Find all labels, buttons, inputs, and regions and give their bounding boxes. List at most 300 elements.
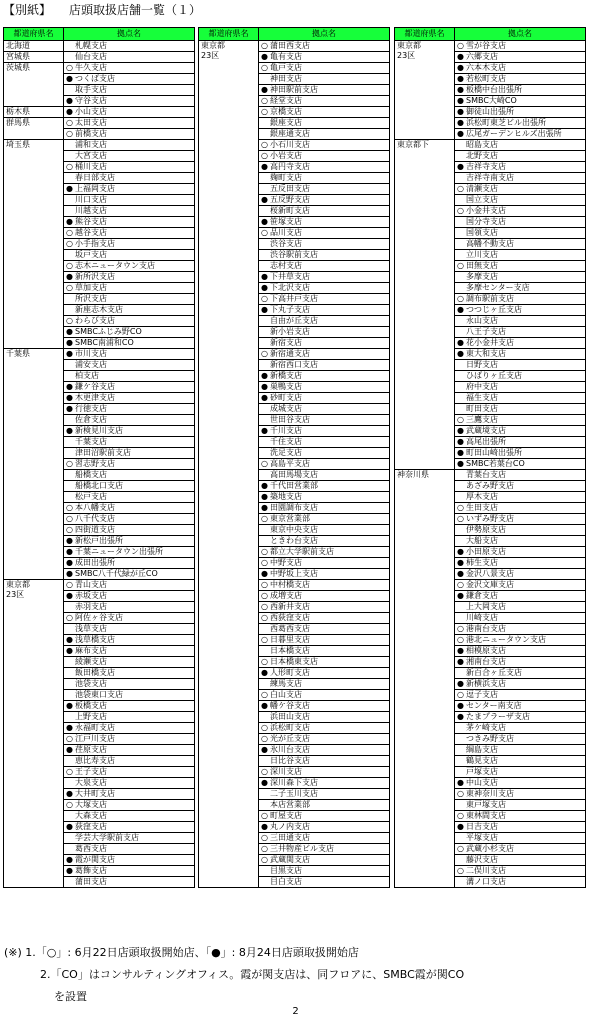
store-name: 桶川支店 [75,162,107,171]
store-row [64,217,194,228]
start-date-mark [455,360,466,370]
store-row [455,580,585,591]
store-row [64,74,194,85]
store-row [455,85,585,96]
start-date-mark: ● [66,822,73,831]
store-name: 柿生支店 [466,558,498,567]
store-row [259,404,389,415]
store-name: 日本橋東支店 [270,657,318,666]
prefecture-name: 北海道 [4,41,64,51]
start-date-mark [455,602,466,612]
start-date-mark: ○ [66,514,73,523]
store-name: 下高井戸支店 [270,294,318,303]
start-date-mark: ● [261,272,268,281]
store-name: 荻窪支店 [75,822,107,831]
start-date-mark: ● [457,778,464,787]
start-date-mark [455,767,466,777]
start-date-mark [455,382,466,392]
start-date-mark: ● [66,789,73,798]
store-name: 小手指支店 [75,239,115,248]
store-row [259,514,389,525]
store-name: 札幌支店 [75,41,107,50]
start-date-mark: ○ [261,690,268,699]
start-date-mark: ● [457,426,464,435]
start-date-mark [64,448,75,458]
store-row [259,338,389,349]
footnote-2: 2.「CO」はコンサルティングオフィス。霞が関支店は、同フロアに、SMBC霞が関CO [40,968,465,981]
start-date-mark: ○ [261,63,268,72]
store-name: 本八幡支店 [75,503,115,512]
store-row [64,635,194,646]
store-row [259,536,389,547]
store-name: わらび支店 [75,316,115,325]
start-date-mark [64,690,75,700]
store-row [259,822,389,833]
store-row [455,679,585,690]
store-name: 亀有支店 [270,52,302,61]
store-name: 青山支店 [75,580,107,589]
store-name: 太田支店 [75,118,107,127]
store-row [64,580,194,591]
store-name: 大塚支店 [75,800,107,809]
store-name: 鶴見支店 [466,756,498,765]
start-date-mark: ○ [66,239,73,248]
start-date-mark: ○ [261,613,268,622]
store-row [64,481,194,492]
store-row [64,184,194,195]
store-name: 高幡不動支店 [466,239,514,248]
store-name: 多摩支店 [466,272,498,281]
header-prefecture: 都道府県名 [199,28,259,40]
start-date-mark: ○ [66,767,73,776]
store-name: 佐倉支店 [75,415,107,424]
store-row [259,426,389,437]
store-name: 東京営業部 [270,514,310,523]
store-name: 千川支店 [270,426,302,435]
store-row [64,756,194,767]
store-name: 習志野支店 [75,459,115,468]
store-row [259,217,389,228]
store-row [64,305,194,316]
store-name: 麻布支店 [75,646,107,655]
start-date-mark [455,800,466,810]
store-name: 御徒山出張所 [466,107,514,116]
start-date-mark [455,525,466,535]
store-name: 花小金井支店 [466,338,514,347]
prefecture-name: 東京都 23区 [395,41,455,139]
prefecture-name: 東京都下 [395,140,455,469]
store-row [64,448,194,459]
store-name: 新橋支店 [270,371,302,380]
start-date-mark [455,723,466,733]
start-date-mark: ● [457,822,464,831]
store-name: 東神奈川支店 [466,789,514,798]
page-number: 2 [292,1006,299,1017]
start-date-mark [64,206,75,216]
start-date-mark: ○ [261,228,268,237]
start-date-mark [259,525,270,535]
start-date-mark [64,756,75,766]
store-name: 神田駅前支店 [270,85,318,94]
store-name: 川口支店 [75,195,107,204]
store-name: 武蔵小杉支店 [466,844,514,853]
store-name: たまプラーザ支店 [466,712,530,721]
start-date-mark: ● [457,63,464,72]
start-date-mark [455,140,466,150]
start-date-mark: ● [457,448,464,457]
store-name: 六郷支店 [466,52,498,61]
store-row [64,338,194,348]
store-name: 霞が関支店 [75,855,115,864]
store-name: 三田通支店 [270,833,310,842]
store-row [259,448,389,459]
store-row [455,536,585,547]
store-row [259,591,389,602]
footnote-1: (※) 1.「○」: 6月22日店頭取扱開始店、「●」: 8月24日店頭取扱開始店 [4,946,359,959]
start-date-mark: ● [457,657,464,666]
store-row [259,305,389,316]
start-date-mark: ○ [261,349,268,358]
store-row [455,349,585,360]
store-row [259,800,389,811]
prefecture-group [395,470,585,887]
store-name: 巣鴨支店 [270,382,302,391]
header-store: 拠点名 [508,29,532,38]
store-row [259,492,389,503]
store-name: SMBC南浦和CO [75,338,134,347]
footnote-2-cont: を設置 [54,990,87,1003]
store-row [455,338,585,349]
start-date-mark: ○ [261,591,268,600]
start-date-mark [259,261,270,271]
store-row [455,844,585,855]
store-row [455,228,585,239]
start-date-mark: ○ [261,151,268,160]
store-name: つつじヶ丘支店 [466,305,522,314]
start-date-mark [64,844,75,854]
store-name: 伊勢原支店 [466,525,506,534]
store-row [64,206,194,217]
start-date-mark: ○ [457,294,464,303]
store-name: 人形町支店 [270,668,310,677]
store-row [259,272,389,283]
start-date-mark: ○ [261,855,268,864]
store-name: 仙台支店 [75,52,107,61]
store-row [64,316,194,327]
start-date-mark: ● [457,701,464,710]
start-date-mark: ○ [261,833,268,842]
store-row [64,536,194,547]
store-row [64,129,194,139]
store-name: 成城支店 [270,404,302,413]
store-name: 西葛西支店 [270,624,310,633]
store-name: 渋谷支店 [270,239,302,248]
store-row [259,624,389,635]
store-row [455,382,585,393]
store-row [259,316,389,327]
store-row [64,822,194,833]
store-row [455,437,585,448]
start-date-mark [455,833,466,843]
store-name: 浅草支店 [75,624,107,633]
store-name: 浜松町東芝ビル出張所 [466,118,546,127]
store-row [455,514,585,525]
store-row [455,470,585,481]
store-name: 上野支店 [75,712,107,721]
store-row [259,811,389,822]
start-date-mark: ○ [66,734,73,743]
store-row [259,712,389,723]
start-date-mark: ● [457,591,464,600]
store-row [64,96,194,106]
store-row [455,558,585,569]
prefecture-name: 宮城県 [4,52,64,62]
store-row [64,646,194,657]
store-row [455,624,585,635]
store-row [259,63,389,74]
store-name: 市川支店 [75,349,107,358]
store-row [64,393,194,404]
store-row [259,745,389,756]
start-date-mark [64,679,75,689]
store-row [64,250,194,261]
store-row [259,261,389,272]
start-date-mark [64,481,75,491]
start-date-mark: ○ [261,811,268,820]
store-name: 福生支店 [466,393,498,402]
store-row [64,855,194,866]
store-name: 本店営業部 [270,800,310,809]
store-name: 板橋中台出張所 [466,85,522,94]
start-date-mark [259,118,270,128]
start-date-mark: ○ [457,580,464,589]
store-name: 六本木支店 [466,63,506,72]
store-name: 川越支店 [75,206,107,215]
store-row [259,195,389,206]
store-name: 桜新町支店 [270,206,310,215]
store-name: 下井草支店 [270,272,310,281]
store-name: 日吉支店 [466,822,498,831]
store-name: 千葉支店 [75,437,107,446]
store-name: 鎌倉支店 [466,591,498,600]
store-name: 田園調布支店 [270,503,318,512]
start-date-mark: ● [66,349,73,358]
store-name: 下丸子支店 [270,305,310,314]
start-date-mark: ○ [261,459,268,468]
store-row [259,635,389,646]
start-date-mark [259,173,270,183]
store-row [64,811,194,822]
start-date-mark [455,228,466,238]
store-row [64,173,194,184]
store-row [455,129,585,139]
store-name: 北野支店 [466,151,498,160]
store-row [64,525,194,536]
store-name: 取手支店 [75,85,107,94]
store-name: 砂町支店 [270,393,302,402]
store-row [455,63,585,74]
store-row [455,283,585,294]
store-row [64,459,194,470]
start-date-mark [455,217,466,227]
prefecture-group [4,118,194,140]
store-name: 新座志木支店 [75,305,123,314]
store-name: 湘南台支店 [466,657,506,666]
store-row [259,547,389,558]
store-name: 越谷支店 [75,228,107,237]
store-name: 所沢支店 [75,294,107,303]
store-name: 高尾出張所 [466,437,506,446]
prefecture-group [199,41,389,887]
store-row [259,690,389,701]
start-date-mark: ● [66,558,73,567]
start-date-mark: ● [66,701,73,710]
start-date-mark: ● [457,118,464,127]
store-row [64,503,194,514]
store-row [259,151,389,162]
store-name: 新小岩支店 [270,327,310,336]
store-name: 二子玉川支店 [270,789,318,798]
store-row [455,602,585,613]
store-name: 日野支店 [466,360,498,369]
store-name: 二俣川支店 [466,866,506,875]
store-name: 藤沢支店 [466,855,498,864]
store-row [259,327,389,338]
store-name: 行徳支店 [75,404,107,413]
store-name: 目白支店 [270,877,302,886]
store-row [64,151,194,162]
store-row [455,261,585,272]
store-name: 多摩センター支店 [466,283,530,292]
store-row [259,481,389,492]
store-name: 丸ノ内支店 [270,822,310,831]
store-row [259,525,389,536]
store-row [64,41,194,51]
store-row [259,41,389,52]
store-name: 新宿通支店 [270,349,310,358]
store-row [64,657,194,668]
store-row [64,734,194,745]
start-date-mark: ● [261,52,268,61]
store-name: SMBC八千代緑が丘CO [75,569,158,578]
store-row [455,327,585,338]
store-name: 小岩支店 [270,151,302,160]
store-name: 相模原支店 [466,646,506,655]
start-date-mark: ● [261,745,268,754]
start-date-mark [64,151,75,161]
start-date-mark [64,173,75,183]
start-date-mark: ○ [261,657,268,666]
start-date-mark [64,470,75,480]
start-date-mark [64,250,75,260]
start-date-mark: ○ [66,503,73,512]
store-row [455,294,585,305]
store-name: 日比谷支店 [270,756,310,765]
store-row [455,613,585,624]
start-date-mark: ● [457,679,464,688]
start-date-mark [64,140,75,150]
prefecture-name: 神奈川県 [395,470,455,887]
store-name: 白山支店 [270,690,302,699]
start-date-mark: ● [66,426,73,435]
start-date-mark [455,481,466,491]
store-name: 新検見川支店 [75,426,123,435]
store-row [259,52,389,63]
start-date-mark: ● [66,184,73,193]
start-date-mark: ● [457,459,464,468]
start-date-mark: ● [261,503,268,512]
start-date-mark: ● [457,338,464,347]
start-date-mark: ○ [66,228,73,237]
start-date-mark: ● [66,96,73,105]
store-name: ひばりヶ丘支店 [466,371,522,380]
start-date-mark [455,668,466,678]
store-name: 松戸支店 [75,492,107,501]
store-row [259,558,389,569]
start-date-mark: ● [66,866,73,875]
start-date-mark [455,734,466,744]
store-row [259,756,389,767]
store-name: 赤羽支店 [75,602,107,611]
store-row [455,162,585,173]
start-date-mark: ○ [457,624,464,633]
start-date-mark: ○ [261,767,268,776]
start-date-mark: ○ [457,811,464,820]
start-date-mark [64,41,75,51]
store-row [455,52,585,63]
store-name: 日本橋支店 [270,646,310,655]
store-name: 浦和支店 [75,140,107,149]
table-header [4,28,194,41]
store-name: 津田沼駅前支店 [75,448,131,457]
header-store: 拠点名 [312,29,336,38]
store-name: 飯田橋支店 [75,668,115,677]
store-row [64,228,194,239]
start-date-mark: ● [457,558,464,567]
store-row [259,85,389,96]
start-date-mark: ● [261,371,268,380]
start-date-mark: ○ [66,525,73,534]
start-date-mark [259,437,270,447]
start-date-mark: ○ [66,613,73,622]
store-name: 大宮支店 [75,151,107,160]
store-row [455,371,585,382]
store-row [259,107,389,118]
start-date-mark: ○ [261,41,268,50]
store-name: 草加支店 [75,283,107,292]
start-date-mark [259,712,270,722]
store-row [64,701,194,712]
store-row [259,580,389,591]
start-date-mark [455,173,466,183]
store-name: 鎌ケ谷支店 [75,382,115,391]
store-row [455,745,585,756]
store-name: 戸塚支店 [466,767,498,776]
store-name: 吉祥寺支店 [466,162,506,171]
start-date-mark [64,624,75,634]
store-name: 経堂支店 [270,96,302,105]
prefecture-name: 群馬県 [4,118,64,139]
store-row [64,602,194,613]
store-row [455,734,585,745]
store-row [455,305,585,316]
start-date-mark: ● [261,481,268,490]
start-date-mark [259,646,270,656]
store-name: 中村橋支店 [270,580,310,589]
store-name: 町田山崎出張所 [466,448,522,457]
store-name: 麹町支店 [270,173,302,182]
start-date-mark [64,52,75,62]
